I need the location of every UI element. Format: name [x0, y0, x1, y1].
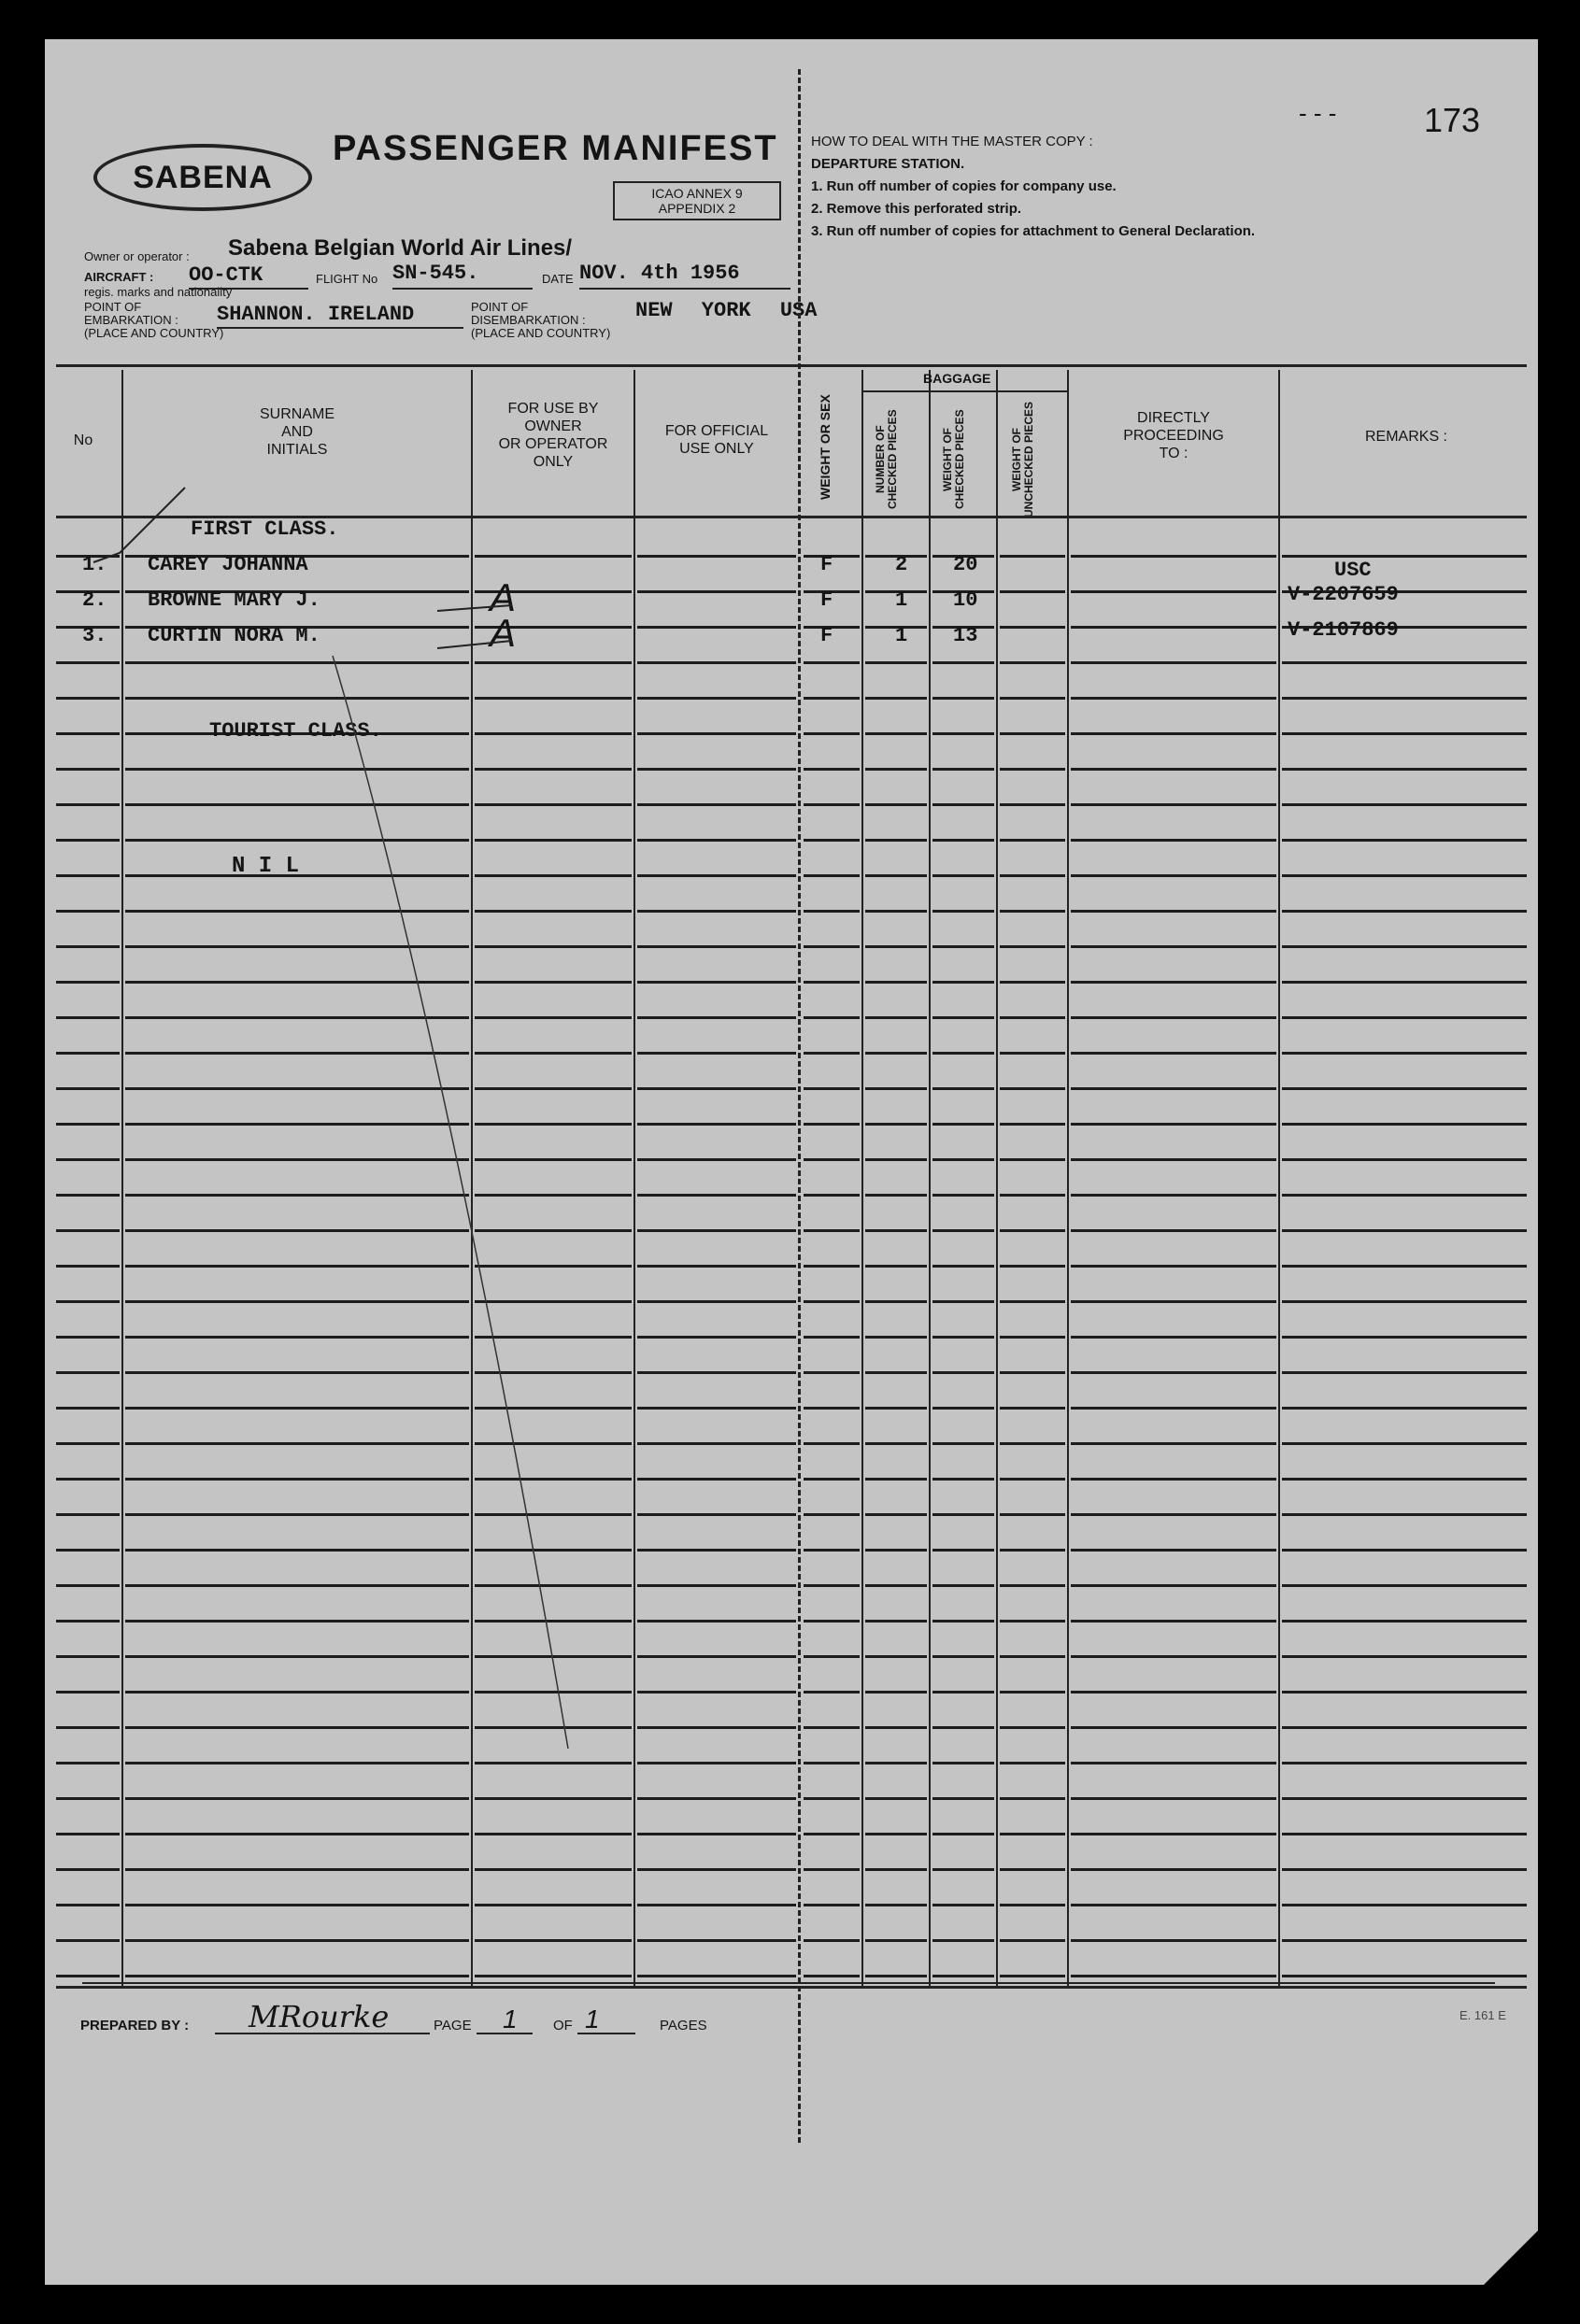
col-official-l1: FOR OFFICIAL [664, 423, 769, 439]
instructions-header: HOW TO DEAL WITH THE MASTER COPY : [811, 134, 1093, 149]
col-proceeding-l2: PROCEEDING [1123, 428, 1224, 444]
manifest-sheet [45, 39, 1538, 2285]
col-weight-sex: WEIGHT OR SEX [818, 394, 833, 501]
passenger-remarks: USC [1334, 559, 1372, 582]
col-proceeding-l1: DIRECTLY [1137, 410, 1210, 426]
icao-appendix: APPENDIX 2 [658, 201, 736, 216]
form-code: E. 161 E [1459, 2008, 1506, 2022]
pages-label: PAGES [660, 2018, 707, 2034]
col-official-l2: USE ONLY [679, 441, 754, 457]
passenger-official-mark: A [490, 611, 517, 655]
pen-marks [45, 39, 1538, 2285]
passenger-pieces: 1 [895, 588, 908, 612]
date-value: NOV. 4th 1956 [579, 262, 740, 285]
disembark-label-3: (PLACE AND COUNTRY) [471, 326, 611, 340]
embark-label-1: POINT OF [84, 300, 142, 314]
flight-value: SN-545. [392, 262, 479, 285]
of-label: OF [553, 2018, 573, 2034]
baggage-header: BAGGAGE [923, 371, 991, 386]
page-label: PAGE [434, 2018, 472, 2034]
tourist-class-label: TOURIST CLASS. [209, 719, 382, 743]
aircraft-value: OO-CTK [189, 263, 263, 287]
col-weight-checked: WEIGHT OF CHECKED PIECES [941, 409, 966, 510]
disembark-label-1: POINT OF [471, 300, 529, 314]
col-surname-l3: INITIALS [266, 442, 328, 458]
passenger-pieces: 2 [895, 553, 908, 576]
col-weight-unchecked: WEIGHT OF UNCHECKED PIECES [1010, 401, 1035, 518]
aircraft-label: AIRCRAFT : [84, 270, 154, 284]
date-label: DATE [542, 272, 574, 286]
of-value: 1 [585, 2005, 600, 2034]
flight-label: FLIGHT No [316, 272, 378, 286]
instructions-item-3: 3. Run off number of copies for attachment to General Declaration. [811, 223, 1256, 239]
regis-label: regis. marks and nationality [84, 285, 233, 299]
strike-stroke [437, 605, 512, 648]
page-underline [477, 2033, 533, 2034]
sabena-logo: SABENA [93, 144, 312, 211]
col-owner-l4: ONLY [533, 454, 574, 470]
passenger-name: CAREY JOHANNA [148, 553, 308, 576]
of-underline [577, 2033, 635, 2034]
prepared-label: PREPARED BY : [80, 2018, 190, 2034]
passenger-no: 2. [82, 588, 107, 612]
passenger-sex: F [820, 588, 833, 612]
footer-divider [56, 1986, 1527, 1989]
col-num-checked: NUMBER OF CHECKED PIECES [874, 409, 899, 510]
col-no: No [73, 432, 93, 448]
passenger-pieces: 1 [895, 624, 908, 647]
disembark-label-2: DISEMBARKATION : [471, 313, 586, 327]
signature: MRourke [249, 1999, 390, 2034]
passenger-sex: F [820, 624, 833, 647]
manifest-title: PASSENGER MANIFEST [333, 129, 778, 168]
instructions-item-2: 2. Remove this perforated strip. [811, 201, 1022, 217]
col-owner-l2: OWNER [524, 418, 582, 434]
passenger-weight: 10 [953, 588, 978, 612]
first-class-label: FIRST CLASS. [191, 517, 339, 541]
disembark-value: NEW YORK USA [635, 299, 818, 322]
passenger-sex: F [820, 553, 833, 576]
page-number: 173 [1424, 101, 1481, 139]
passenger-no: 3. [82, 624, 107, 647]
signature-underline [215, 2033, 430, 2034]
page-value: 1 [503, 2005, 518, 2034]
instructions-station: DEPARTURE STATION. [811, 156, 965, 172]
checkmark-stroke [93, 488, 185, 562]
passenger-official-mark: A [490, 575, 517, 619]
passenger-remarks: V-2107869 [1288, 618, 1399, 642]
col-remarks: REMARKS : [1364, 429, 1447, 445]
passenger-name: BROWNE MARY J. [148, 588, 320, 612]
col-owner-l1: FOR USE BY [507, 401, 599, 417]
footer-divider-2 [82, 1982, 1495, 1984]
col-surname-l1: SURNAME [259, 406, 335, 422]
folded-corner [1484, 2231, 1538, 2285]
embark-label-2: EMBARKATION : [84, 313, 178, 327]
embark-value: SHANNON. IRELAND [217, 303, 415, 326]
icao-annex: ICAO ANNEX 9 [651, 186, 743, 201]
corner-dash: - - - [1299, 99, 1337, 127]
owner-label: Owner or operator : [84, 249, 190, 263]
owner-value: Sabena Belgian World Air Lines/ [228, 235, 573, 261]
col-owner-l3: OR OPERATOR [498, 436, 608, 452]
col-proceeding-l3: TO : [1159, 446, 1189, 461]
nil-label: N I L [232, 854, 300, 879]
instructions-item-1: 1. Run off number of copies for company use. [811, 178, 1117, 194]
passenger-remarks: V-2207659 [1288, 583, 1399, 606]
col-surname-l2: AND [281, 424, 313, 440]
embark-label-3: (PLACE AND COUNTRY) [84, 326, 224, 340]
passenger-weight: 13 [953, 624, 978, 647]
passenger-no: 1. [82, 553, 107, 576]
passenger-name: CURTIN NORA M. [148, 624, 320, 647]
passenger-weight: 20 [953, 553, 978, 576]
cancel-line-stroke [333, 656, 568, 1749]
